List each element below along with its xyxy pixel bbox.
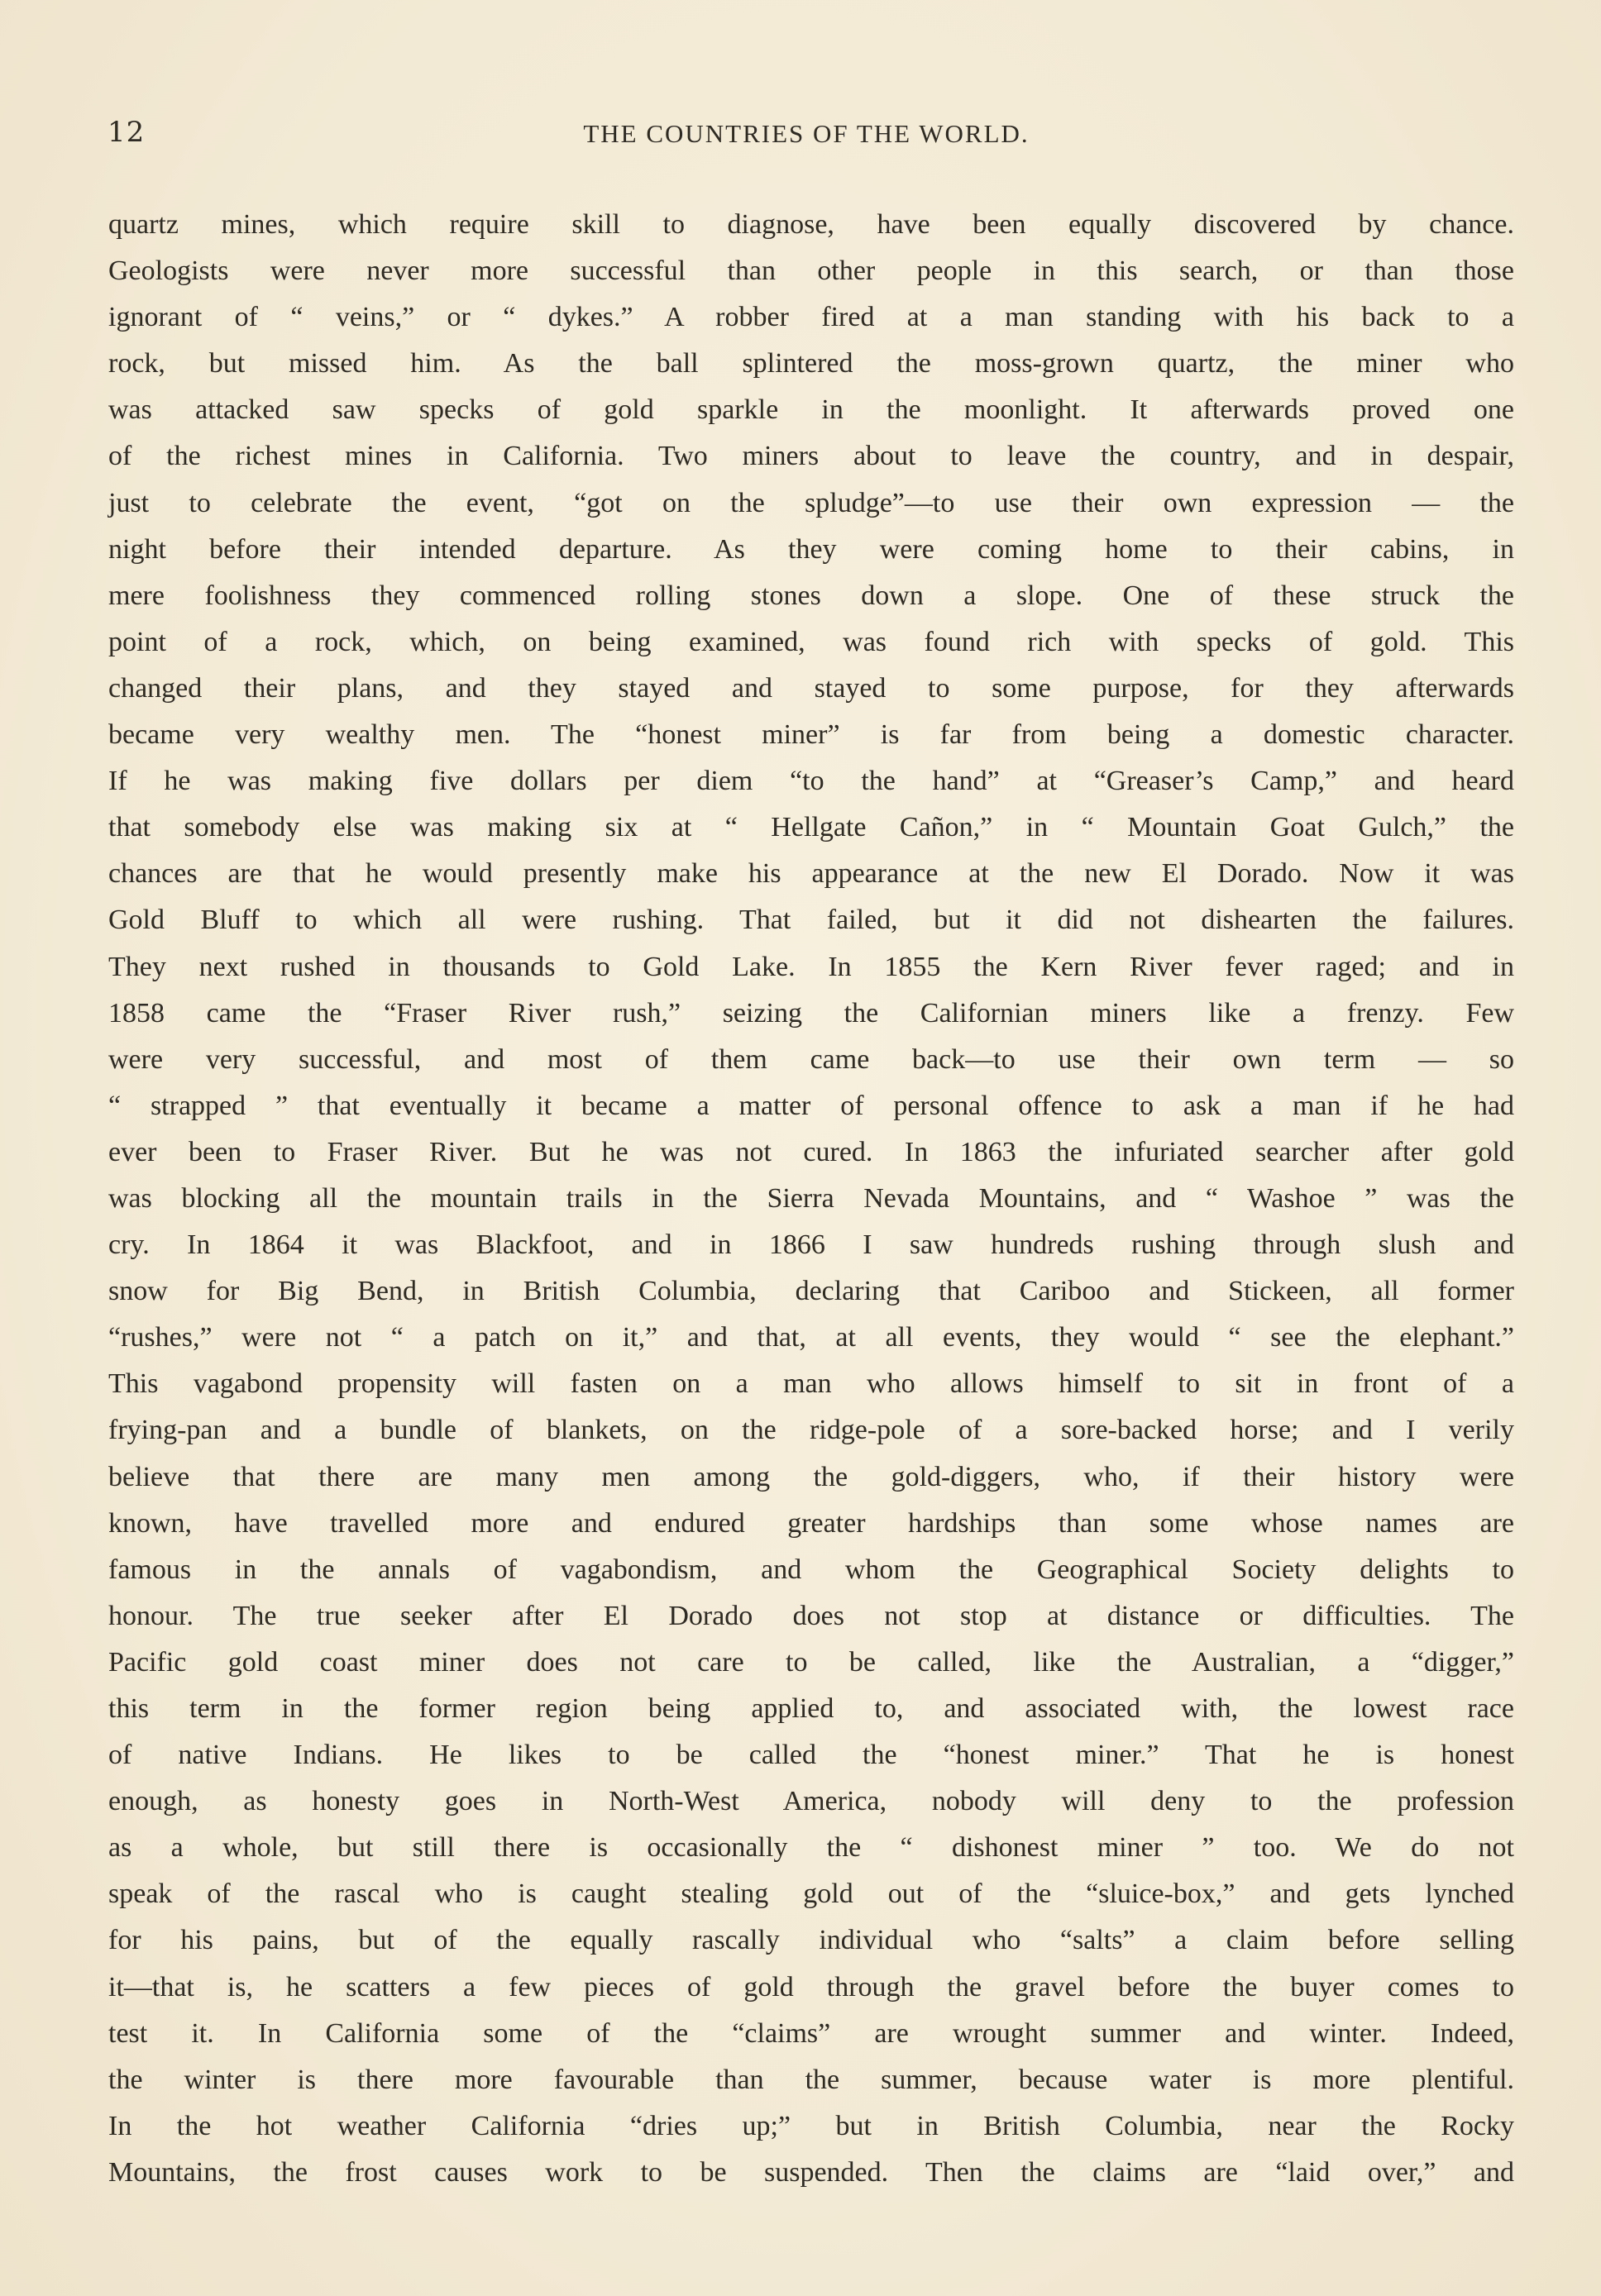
text-line: Mountains, the frost causes work to be suspended. Then the claims are “laid over,” and (108, 2156, 1514, 2188)
text-line: for his pains, but of the equally rascally individual who “salts” a claim before selling (108, 1925, 1514, 1956)
text-line: If he was making five dollars per diem “to the hand” at “Greaser’s Camp,” and heard (108, 766, 1514, 797)
text-line: rock, but missed him. As the ball splintered the moss-grown quartz, the miner who (108, 348, 1514, 379)
running-title: THE COUNTRIES OF THE WORLD. (583, 119, 1030, 148)
text-line: “ strapped ” that eventually it became a matter of personal offence to ask a man if he had (108, 1090, 1514, 1121)
text-line: the winter is there more favourable than the summer, because water is more plentiful. (108, 2064, 1514, 2095)
text-line: of the richest mines in California. Two miners about to leave the country, and in despair, (108, 441, 1514, 472)
body-text (108, 202, 1514, 2196)
text-line: changed their plans, and they stayed and stayed to some purpose, for they afterwards (108, 672, 1514, 704)
text-line: as a whole, but still there is occasionally the “ dishonest miner ” too. We do not (108, 1832, 1514, 1864)
page-number: 12 (108, 116, 146, 149)
text-line: test it. In California some of the “claims” are wrought summer and winter. Indeed, (108, 2017, 1514, 2049)
text-line: They next rushed in thousands to Gold Lake. In 1855 the Kern River fever raged; and in (108, 951, 1514, 982)
text-line: night before their intended departure. As they were coming home to their cabins, in (108, 533, 1514, 565)
text-line: mere foolishness they commenced rolling stones down a slope. One of these struck the (108, 580, 1514, 611)
text-line: was attacked saw specks of gold sparkle in the moonlight. It afterwards proved one (108, 394, 1514, 426)
text-line: In the hot weather California “dries up;” but in British Columbia, near the Rocky (108, 2110, 1514, 2141)
text-line: quartz mines, which require skill to diagnose, have been equally discovered by chance. (108, 209, 1514, 240)
text-line: honour. The true seeker after El Dorado does not stop at distance or difficulties. The (108, 1600, 1514, 1631)
text-line: enough, as honesty goes in North-West America, nobody will deny to the profession (108, 1786, 1514, 1817)
running-head (108, 116, 1505, 157)
text-line: chances are that he would presently make his appearance at the new El Dorado. Now it was (108, 858, 1514, 890)
text-line: “rushes,” were not “ a patch on it,” and that, at all events, they would “ see the elephant.” (108, 1322, 1514, 1353)
text-line: believe that there are many men among the gold-diggers, who, if their history were (108, 1461, 1514, 1492)
text-line: snow for Big Bend, in British Columbia, declaring that Cariboo and Stickeen, all former (108, 1276, 1514, 1307)
text-line: was blocking all the mountain trails in the Sierra Nevada Mountains, and “ Washoe ” was the (108, 1182, 1514, 1214)
text-line: became very wealthy men. The “honest miner” is far from being a domestic character. (108, 719, 1514, 751)
text-line: frying-pan and a bundle of blankets, on the ridge-pole of a sore-backed horse; and I verily (108, 1415, 1514, 1446)
text-line: ever been to Fraser River. But he was not cured. In 1863 the infuriated searcher after gold (108, 1136, 1514, 1167)
text-line: Geologists were never more successful than other people in this search, or than those (108, 255, 1514, 287)
text-line: of native Indians. He likes to be called the “honest miner.” That he is honest (108, 1740, 1514, 1771)
text-line: ignorant of “ veins,” or “ dykes.” A robber fired at a man standing with his back to a (108, 302, 1514, 333)
text-line: it—that is, he scatters a few pieces of gold through the gravel before the buyer comes to (108, 1971, 1514, 2002)
text-line: known, have travelled more and endured greater hardships than some whose names are (108, 1507, 1514, 1539)
text-line: were very successful, and most of them came back—to use their own term — so (108, 1043, 1514, 1075)
text-line: speak of the rascal who is caught stealing gold out of the “sluice-box,” and gets lynched (108, 1878, 1514, 1910)
text-line: Pacific gold coast miner does not care to be called, like the Australian, a “digger,” (108, 1646, 1514, 1678)
text-line: cry. In 1864 it was Blackfoot, and in 1866 I saw hundreds rushing through slush and (108, 1229, 1514, 1261)
text-line: point of a rock, which, on being examined, was found rich with specks of gold. This (108, 626, 1514, 657)
text-line: Gold Bluff to which all were rushing. That failed, but it did not dishearten the failures. (108, 905, 1514, 936)
text-line: famous in the annals of vagabondism, and whom the Geographical Society delights to (108, 1554, 1514, 1585)
text-line: 1858 came the “Fraser River rush,” seizing the Californian miners like a frenzy. Few (108, 997, 1514, 1029)
text-line: that somebody else was making six at “ Hellgate Cañon,” in “ Mountain Goat Gulch,” the (108, 812, 1514, 843)
text-line: This vagabond propensity will fasten on a man who allows himself to sit in front of a (108, 1368, 1514, 1400)
text-line: this term in the former region being applied to, and associated with, the lowest race (108, 1693, 1514, 1724)
text-line: just to celebrate the event, “got on the spludge”—to use their own expression — the (108, 487, 1514, 518)
